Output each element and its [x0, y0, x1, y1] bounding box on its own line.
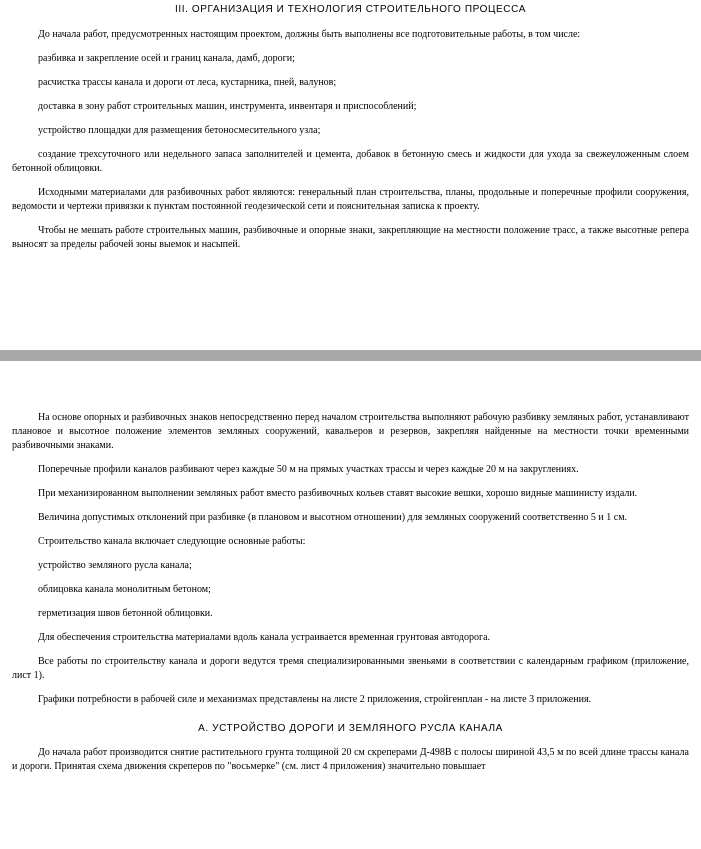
list-item: герметизация швов бетонной облицовки.: [38, 608, 213, 619]
paragraph: До начала работ производится снятие растительного грунта толщиной 20 см скреперами Д-498В с полосы шириной 43,5 м по всей длине трассы канала и дороги. Принятая схема движения скреперов по "восьмерке" (см. лист 4 приложения) значительно повышает: [12, 747, 689, 772]
list-item: доставка в зону работ строительных машин, инструмента, инвентаря и приспособлений;: [38, 101, 417, 112]
list-item: облицовка канала монолитным бетоном;: [38, 584, 211, 595]
page-1-body: [0, 28, 701, 252]
paragraph: На основе опорных и разбивочных знаков непосредственно перед началом строительства выполняют рабочую разбивку земляных работ, устанавливают плановое и высотное положение элементов земляных сооружений, кавальеров и резервов, закрепляя найденные на местности точки временными разбивочными знаками.: [12, 412, 689, 451]
list-item: разбивка и закрепление осей и границ канала, дамб, дороги;: [38, 53, 295, 64]
paragraph: Для обеспечения строительства материалами вдоль канала устраивается временная грунтовая автодорога.: [38, 632, 491, 643]
document-page-2: [0, 361, 701, 849]
page-separator: [0, 350, 701, 361]
paragraph: Исходными материалами для разбивочных работ являются: генеральный план строительства, планы, продольные и поперечные профили сооружения, ведомости и чертежи привязки к пунктам постоянной геодезической сети и пояснительная записка к проекту.: [12, 187, 689, 212]
paragraph: Поперечные профили каналов разбивают через каждые 50 м на прямых участках трассы и через каждые 20 м на закруглениях.: [38, 464, 579, 475]
paragraph: До начала работ, предусмотренных настоящим проектом, должны быть выполнены все подготовительные работы, в том числе:: [38, 29, 581, 40]
list-item: создание трехсуточного или недельного запаса заполнителей и цемента, добавок в бетонную смесь и жидкости для ухода за свежеуложенным слоем бетонной облицовки.: [12, 149, 689, 174]
section-heading: III. ОРГАНИЗАЦИЯ И ТЕХНОЛОГИЯ СТРОИТЕЛЬНОГО ПРОЦЕССА: [174, 4, 526, 15]
paragraph: Графики потребности в рабочей силе и механизмах представлены на листе 2 приложения, стройгенплан - на листе 3 приложения.: [38, 694, 592, 705]
paragraph: Чтобы не мешать работе строительных машин, разбивочные и опорные знаки, закрепляющие на местности положение трасс, а также высотные репера выносят за пределы рабочей зоны выемок и насыпей.: [12, 225, 689, 250]
paragraph: Строительство канала включает следующие основные работы:: [38, 536, 306, 547]
subsection-heading: А. УСТРОЙСТВО ДОРОГИ И ЗЕМЛЯНОГО РУСЛА КАНАЛА: [198, 723, 503, 734]
page-2-body: [0, 411, 701, 774]
list-item: устройство земляного русла канала;: [38, 560, 192, 571]
paragraph: Величина допустимых отклонений при разбивке (в плановом и высотном отношении) для земляных сооружений соответственно 5 и 1 см.: [38, 512, 628, 523]
document-page-1: [0, 0, 701, 350]
list-item: устройство площадки для размещения бетоносмесительного узла;: [38, 125, 321, 136]
list-item: расчистка трассы канала и дороги от леса, кустарника, пней, валунов;: [38, 77, 337, 88]
paragraph: При механизированном выполнении земляных работ вместо разбивочных кольев ставят высокие вешки, хорошо видные машинисту издали.: [38, 488, 638, 499]
paragraph: Все работы по строительству канала и дороги ведутся тремя специализированными звеньями в соответствии с календарным графиком (приложение, лист 1).: [12, 656, 689, 681]
